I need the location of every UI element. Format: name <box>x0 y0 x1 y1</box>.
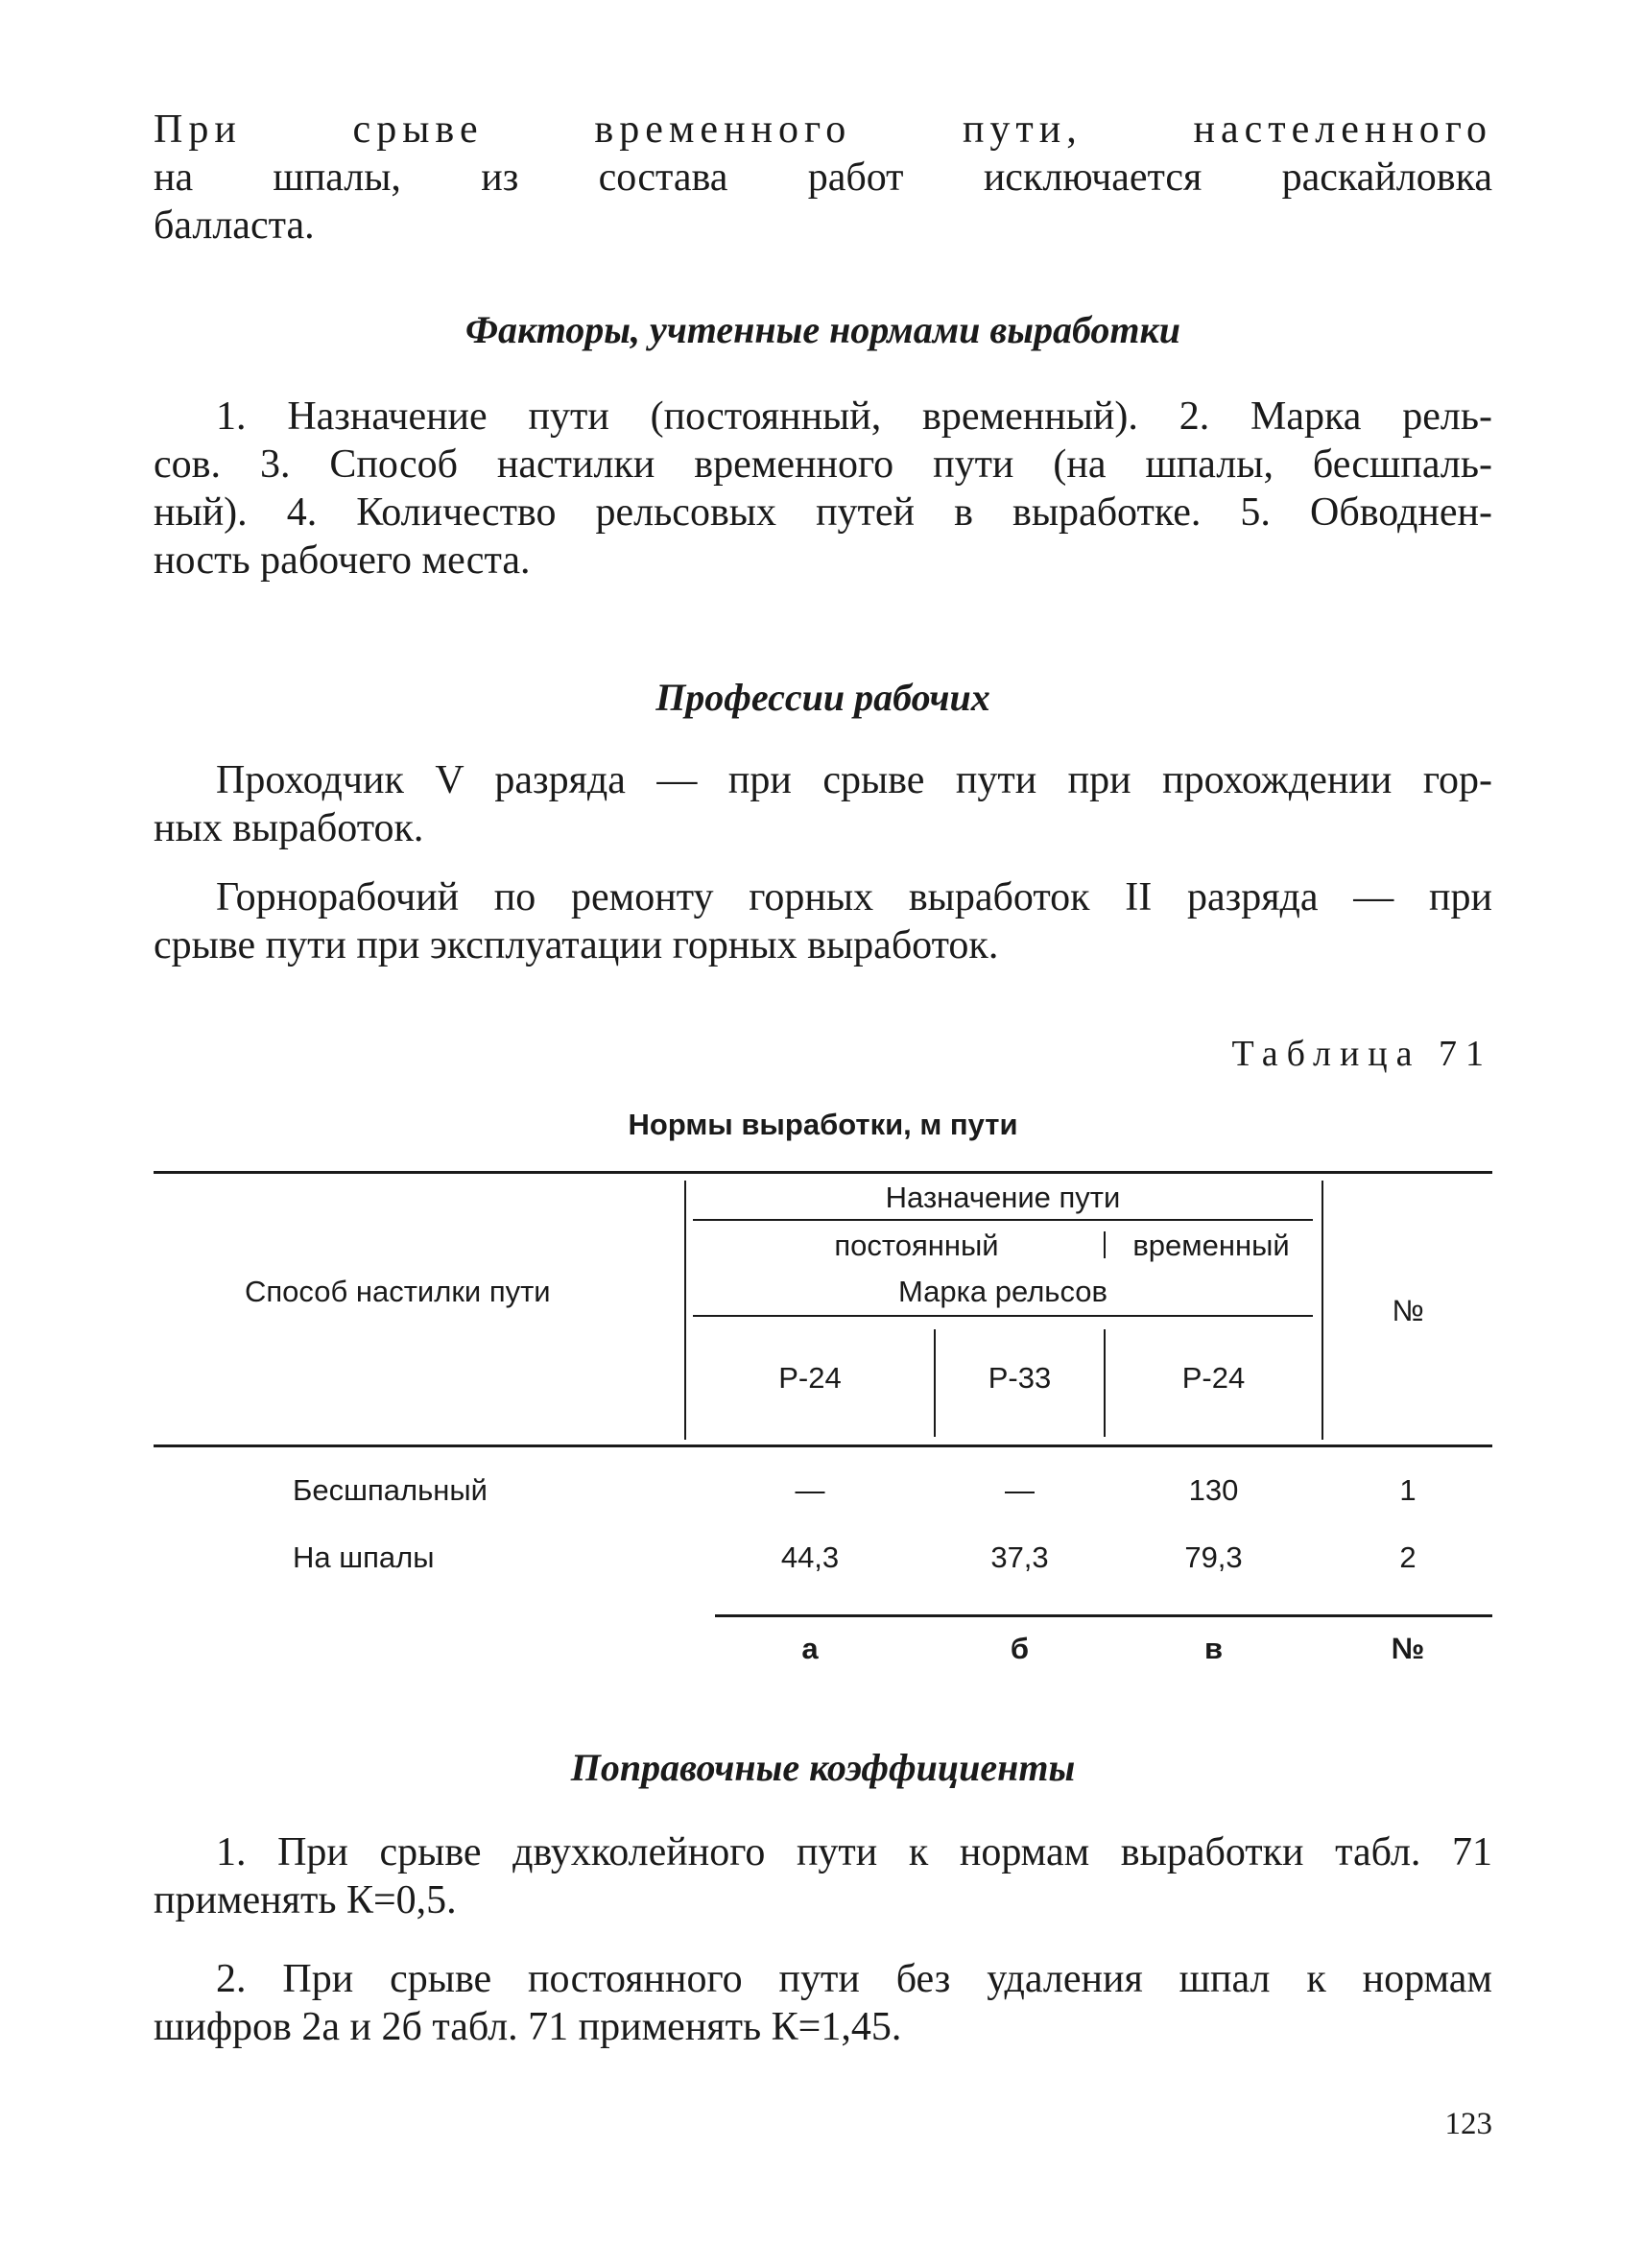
intro-line-3: балласта. <box>154 203 315 248</box>
header-permanent: постоянный <box>834 1229 999 1262</box>
header-col-v: Р-24 <box>1181 1361 1246 1395</box>
coefficients-title: Поправочные коэффициенты <box>570 1746 1076 1789</box>
norms-table <box>154 1171 1492 1708</box>
row-2-b: 37,3 <box>990 1540 1049 1574</box>
row-2-method: На шпалы <box>293 1540 435 1574</box>
coefficients-p1-line-2: применять К=0,5. <box>154 1878 457 1922</box>
page-content <box>154 106 1492 2051</box>
row-2-a: 44,3 <box>780 1540 840 1574</box>
header-num: № <box>1392 1294 1424 1327</box>
row-1-b: — <box>1005 1473 1035 1507</box>
footer-b: б <box>1010 1632 1030 1665</box>
factors-paragraph <box>154 393 1492 585</box>
header-col-a: Р-24 <box>778 1361 842 1395</box>
professions-p2-line-2: срыве пути при эксплуатации горных выработок. <box>154 923 999 967</box>
intro-line-2: на шпалы, из состава работ исключается раскайловка <box>154 155 1492 200</box>
professions-p1-line-2: ных выработок. <box>154 806 424 850</box>
table-rule-rail <box>693 1315 1313 1317</box>
table-header-rule <box>154 1444 1492 1447</box>
header-col-b: Р-33 <box>988 1361 1052 1395</box>
header-method: Способ настилки пути <box>245 1275 551 1308</box>
footer-v: в <box>1203 1632 1224 1665</box>
factors-line-1: 1. Назначение пути (постоянный, временный). 2. Марка рель- <box>216 394 1492 439</box>
professions-title: Профессии рабочих <box>655 676 990 719</box>
row-1-method: Бесшпальный <box>293 1473 488 1507</box>
row-1-v: 130 <box>1188 1473 1239 1507</box>
header-purpose: Назначение пути <box>885 1181 1121 1214</box>
factors-line-4: ность рабочего места. <box>154 538 531 583</box>
header-temporary: временный <box>1132 1229 1290 1262</box>
professions-paragraph-1 <box>154 756 1492 852</box>
row-2-v: 79,3 <box>1184 1540 1243 1574</box>
professions-p1-line-1: Проходчик V разряда — при срыве пути при прохождении гор- <box>216 758 1492 802</box>
footer-num: № <box>1391 1632 1425 1665</box>
table-caption: Таблица 71 <box>1231 1034 1492 1074</box>
factors-title: Факторы, учтенные нормами выработки <box>464 308 1181 351</box>
table-vline-1 <box>684 1181 686 1440</box>
coefficients-paragraph-2 <box>154 1955 1492 2051</box>
intro-line-1: При срыве временного пути, настеленного <box>154 107 1492 152</box>
table-rule-purpose <box>693 1219 1313 1221</box>
coefficients-p2-line-1: 2. При срыве постоянного пути без удаления шпал к нормам <box>216 1957 1492 2001</box>
coefficients-p2-line-2: шифров 2а и 2б табл. 71 применять К=1,45. <box>154 2005 902 2049</box>
row-1-num: 1 <box>1399 1473 1417 1507</box>
intro-paragraph <box>154 106 1492 250</box>
coefficients-paragraph-1 <box>154 1828 1492 1924</box>
row-2-num: 2 <box>1399 1540 1417 1574</box>
table-title: Нормы выработки, м пути <box>628 1108 1018 1141</box>
professions-p2-line-1: Горнорабочий по ремонту горных выработок II разряда — при <box>216 875 1492 919</box>
table-top-rule <box>154 1171 1492 1174</box>
row-1-a: — <box>795 1473 825 1507</box>
coefficients-p1-line-1: 1. При срыве двухколейного пути к нормам выработки табл. 71 <box>216 1830 1492 1874</box>
professions-paragraph-2 <box>154 873 1492 969</box>
factors-line-3: ный). 4. Количество рельсовых путей в выработке. 5. Обводнен- <box>154 490 1492 535</box>
table-footer-rule <box>715 1614 1492 1617</box>
header-rail-mark: Марка рельсов <box>898 1275 1107 1308</box>
footer-a: а <box>801 1632 819 1665</box>
page-number: 123 <box>1444 2107 1492 2141</box>
factors-line-2: сов. 3. Способ настилки временного пути (на шпалы, бесшпаль- <box>154 442 1492 487</box>
